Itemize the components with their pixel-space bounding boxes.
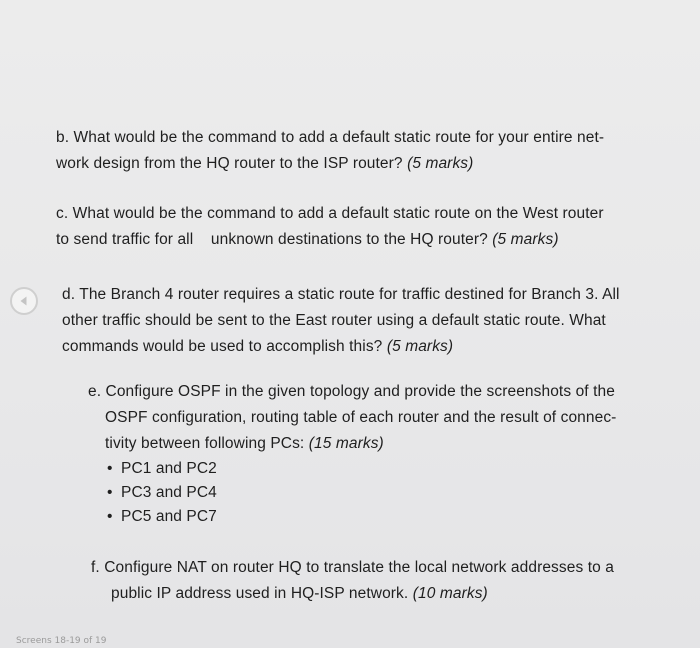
question-f-line-1: f. Configure NAT on router HQ to translate the local network addresses to a bbox=[91, 559, 614, 576]
question-c bbox=[56, 201, 604, 253]
question-e-line-2: OSPF configuration, routing table of each router and the result of connec- bbox=[105, 409, 617, 426]
question-c-line-2: to send traffic for all unknown destinations to the HQ router? bbox=[56, 231, 488, 248]
question-b-line-2: work design from the HQ router to the ISP router? bbox=[56, 155, 403, 172]
question-b-marks: (5 marks) bbox=[407, 155, 474, 172]
question-e-line-3: tivity between following PCs: bbox=[105, 435, 305, 452]
question-e-line-1: e. Configure OSPF in the given topology and provide the screenshots of the bbox=[88, 383, 615, 400]
question-f bbox=[91, 555, 614, 607]
question-d-line-2: other traffic should be sent to the East router using a default static route. What bbox=[62, 312, 606, 329]
bullet-icon: • bbox=[107, 460, 113, 477]
bullet-icon: • bbox=[107, 508, 113, 525]
previous-page-button[interactable] bbox=[10, 287, 38, 315]
question-e-marks: (15 marks) bbox=[308, 435, 384, 452]
pc-pair-3: PC5 and PC7 bbox=[121, 508, 217, 525]
question-c-line-1: c. What would be the command to add a default static route on the West router bbox=[56, 205, 604, 222]
question-d-line-1: d. The Branch 4 router requires a static route for traffic destined for Branch 3. All bbox=[62, 286, 620, 303]
list-item bbox=[107, 457, 616, 481]
page-indicator: Screens 18-19 of 19 bbox=[16, 636, 107, 646]
question-c-marks: (5 marks) bbox=[492, 231, 559, 248]
question-f-line-2: public IP address used in HQ-ISP network. bbox=[111, 585, 409, 602]
question-b bbox=[56, 125, 604, 177]
pc-pairs-list bbox=[88, 457, 616, 529]
question-f-marks: (10 marks) bbox=[412, 585, 488, 602]
question-d-marks: (5 marks) bbox=[386, 338, 454, 355]
question-d bbox=[62, 282, 620, 360]
bullet-icon: • bbox=[107, 484, 113, 501]
question-b-line-1: b. What would be the command to add a default static route for your entire net- bbox=[56, 129, 605, 146]
pc-pair-2: PC3 and PC4 bbox=[121, 484, 217, 501]
pc-pair-1: PC1 and PC2 bbox=[121, 460, 217, 477]
list-item bbox=[107, 481, 616, 505]
question-d-line-3: commands would be used to accomplish this? bbox=[62, 338, 383, 355]
left-arrow-icon bbox=[17, 294, 31, 308]
list-item bbox=[107, 505, 616, 529]
question-e bbox=[88, 379, 616, 529]
